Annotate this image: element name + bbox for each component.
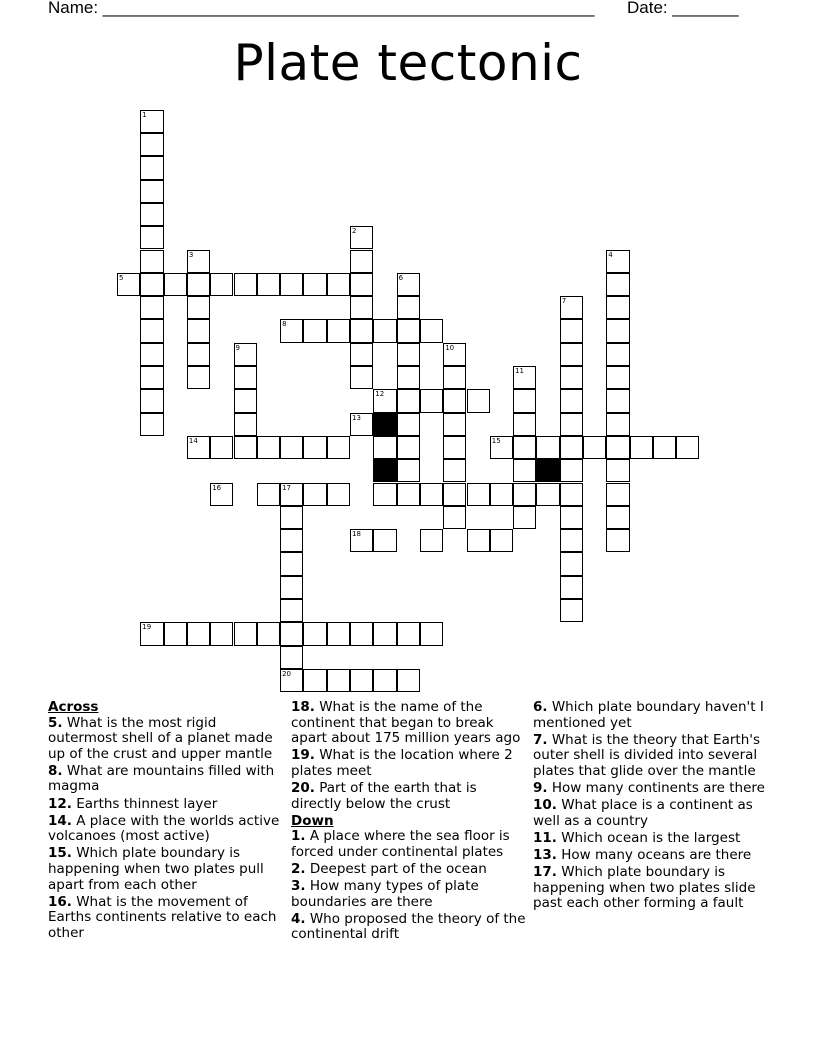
- clue-item: [48, 814, 283, 845]
- down-heading: Down: [291, 812, 334, 829]
- crossword-cell[interactable]: [397, 436, 420, 459]
- crossword-cell[interactable]: [397, 389, 420, 412]
- crossword-cell[interactable]: [606, 273, 629, 296]
- clue-number-label: 8.: [48, 762, 63, 779]
- clue-number: 17: [282, 483, 292, 492]
- crossword-cell[interactable]: [350, 296, 373, 319]
- crossword-cell[interactable]: [560, 483, 583, 506]
- clue-text: Who proposed the theory of the continental drift: [291, 910, 526, 943]
- crossword-cell[interactable]: [443, 343, 466, 366]
- clue-item: [48, 846, 283, 893]
- crossword-cell[interactable]: [467, 529, 490, 552]
- crossword-cell[interactable]: [234, 436, 257, 459]
- clue-number-label: 14.: [48, 812, 72, 829]
- crossword-cell[interactable]: [140, 389, 163, 412]
- crossword-cell[interactable]: [140, 296, 163, 319]
- clue-text: Which plate boundary is happening when two plates pull apart from each other: [48, 845, 264, 893]
- crossword-cell[interactable]: [583, 436, 606, 459]
- clue-text: A place with the worlds active volcanoes (most active): [48, 812, 280, 845]
- black-cell: [536, 459, 559, 482]
- crossword-cell[interactable]: [280, 552, 303, 575]
- clue-number: 5: [119, 273, 124, 282]
- clue-number-label: 13.: [533, 846, 557, 863]
- clue-number: 9: [235, 343, 240, 352]
- crossword-cell[interactable]: [606, 413, 629, 436]
- crossword-cell[interactable]: [350, 669, 373, 692]
- clue-number-label: 9.: [533, 779, 548, 796]
- clue-number-label: 12.: [48, 795, 72, 812]
- crossword-cell[interactable]: [560, 436, 583, 459]
- clue-text: A place where the sea floor is forced under continental plates: [291, 828, 510, 860]
- crossword-cell[interactable]: [606, 250, 629, 273]
- crossword-cell[interactable]: [397, 413, 420, 436]
- clue-item: [533, 733, 773, 780]
- name-field-label: Name: ____________________________________________________: [48, 0, 595, 17]
- clue-number: 11: [515, 367, 525, 375]
- crossword-cell[interactable]: [397, 459, 420, 482]
- crossword-cell[interactable]: [210, 436, 233, 459]
- crossword-cell[interactable]: [140, 180, 163, 203]
- across-clue-list-continued: [291, 700, 527, 812]
- clue-number-label: 2.: [291, 860, 306, 877]
- crossword-cell[interactable]: [560, 459, 583, 482]
- crossword-cell[interactable]: [373, 319, 396, 342]
- crossword-cell[interactable]: [280, 646, 303, 669]
- clue-item: [291, 700, 527, 747]
- down-clue-list-continued: [533, 700, 773, 912]
- crossword-cell[interactable]: [373, 669, 396, 692]
- crossword-cell[interactable]: [373, 436, 396, 459]
- crossword-cell[interactable]: [140, 203, 163, 226]
- crossword-cell[interactable]: [187, 296, 210, 319]
- crossword-cell[interactable]: [303, 273, 326, 296]
- crossword-cell[interactable]: [140, 273, 163, 296]
- crossword-cell[interactable]: [187, 250, 210, 273]
- crossword-cell[interactable]: [536, 436, 559, 459]
- crossword-cell[interactable]: [257, 436, 280, 459]
- crossword-cell[interactable]: [280, 669, 303, 692]
- clue-text: What place is a continent as well as a country: [533, 797, 753, 829]
- crossword-cell[interactable]: [373, 622, 396, 645]
- date-field-label: Date: _______: [627, 0, 739, 17]
- crossword-cell[interactable]: [350, 366, 373, 389]
- crossword-cell[interactable]: [513, 506, 536, 529]
- crossword-cell[interactable]: [606, 436, 629, 459]
- crossword-cell[interactable]: [210, 483, 233, 506]
- crossword-cell[interactable]: [560, 389, 583, 412]
- crossword-cell[interactable]: [606, 366, 629, 389]
- crossword-cell[interactable]: [164, 273, 187, 296]
- clue-number: 1: [142, 110, 147, 119]
- crossword-cell[interactable]: [513, 366, 536, 389]
- clue-number-label: 16.: [48, 893, 72, 910]
- crossword-cell[interactable]: [560, 599, 583, 622]
- crossword-cell[interactable]: [560, 366, 583, 389]
- crossword-cell[interactable]: [397, 319, 420, 342]
- crossword-cell[interactable]: [676, 436, 699, 459]
- clue-number: 16: [212, 483, 222, 492]
- down-clue-list: [291, 829, 527, 943]
- clue-item: [48, 797, 283, 813]
- crossword-cell[interactable]: [350, 319, 373, 342]
- crossword-cell[interactable]: [280, 506, 303, 529]
- crossword-cell[interactable]: [327, 669, 350, 692]
- crossword-cell[interactable]: [140, 226, 163, 249]
- crossword-cell[interactable]: [234, 366, 257, 389]
- crossword-cell[interactable]: [280, 576, 303, 599]
- crossword-cell[interactable]: [560, 506, 583, 529]
- crossword-cell[interactable]: [280, 319, 303, 342]
- clue-number: 2: [352, 227, 357, 236]
- crossword-cell[interactable]: [490, 483, 513, 506]
- crossword-cell[interactable]: [280, 529, 303, 552]
- crossword-cell[interactable]: [234, 413, 257, 436]
- across-heading: Across: [48, 699, 99, 715]
- crossword-cell[interactable]: [210, 273, 233, 296]
- crossword-cell[interactable]: [257, 273, 280, 296]
- clue-number: 7: [561, 297, 567, 306]
- crossword-cell[interactable]: [350, 529, 373, 552]
- crossword-cell[interactable]: [606, 343, 629, 366]
- across-clue-list: [48, 716, 283, 942]
- clue-item: [533, 865, 773, 912]
- crossword-cell[interactable]: [420, 319, 443, 342]
- clue-text: What are mountains filled with magma: [48, 762, 275, 795]
- crossword-cell[interactable]: [350, 226, 373, 249]
- crossword-cell[interactable]: [606, 389, 629, 412]
- clue-number-label: 1.: [291, 828, 306, 845]
- clue-number-label: 7.: [533, 731, 548, 748]
- crossword-cell[interactable]: [513, 436, 536, 459]
- crossword-cell[interactable]: [513, 459, 536, 482]
- clue-number-label: 20.: [291, 779, 315, 796]
- clue-item: [533, 848, 773, 864]
- crossword-cell[interactable]: [606, 506, 629, 529]
- crossword-cell[interactable]: [117, 273, 140, 296]
- clue-number-label: 18.: [291, 699, 315, 715]
- clue-number-label: 15.: [48, 845, 72, 862]
- crossword-cell[interactable]: [280, 622, 303, 645]
- crossword-cell[interactable]: [443, 413, 466, 436]
- crossword-cell[interactable]: [373, 389, 396, 412]
- crossword-cell[interactable]: [350, 250, 373, 273]
- crossword-cell[interactable]: [606, 529, 629, 552]
- crossword-cell[interactable]: [210, 622, 233, 645]
- clue-text: Which plate boundary is happening when two plates slide past each other forming a fault: [533, 863, 756, 912]
- crossword-cell[interactable]: [303, 436, 326, 459]
- crossword-cell[interactable]: [140, 133, 163, 156]
- crossword-cell[interactable]: [560, 413, 583, 436]
- clue-item: [533, 831, 773, 847]
- crossword-cell[interactable]: [420, 483, 443, 506]
- clue-number-label: 19.: [291, 747, 315, 764]
- clues-column-2: [291, 700, 527, 944]
- clue-number: 18: [352, 530, 361, 539]
- crossword-cell[interactable]: [140, 343, 163, 366]
- clue-item: [48, 716, 283, 763]
- clue-text: Part of the earth that is directly below the crust: [291, 779, 477, 812]
- crossword-cell[interactable]: [303, 483, 326, 506]
- crossword-cell[interactable]: [420, 622, 443, 645]
- crossword-cell[interactable]: [606, 319, 629, 342]
- crossword-cell[interactable]: [513, 483, 536, 506]
- clues-column-3: [533, 700, 773, 913]
- crossword-cell[interactable]: [443, 436, 466, 459]
- crossword-cell[interactable]: [397, 296, 420, 319]
- crossword-cell[interactable]: [187, 343, 210, 366]
- clue-item: [533, 700, 773, 731]
- crossword-cell[interactable]: [443, 459, 466, 482]
- crossword-cell[interactable]: [443, 506, 466, 529]
- clue-item: [48, 764, 283, 795]
- crossword-cell[interactable]: [490, 436, 513, 459]
- clue-number: 6: [398, 273, 404, 282]
- crossword-cell[interactable]: [443, 389, 466, 412]
- crossword-cell[interactable]: [140, 366, 163, 389]
- clue-text: What is the name of the continent that began to break apart about 175 million years ago: [291, 699, 521, 747]
- black-cell: [373, 459, 396, 482]
- clue-number: 14: [188, 436, 198, 445]
- crossword-cell[interactable]: [420, 389, 443, 412]
- crossword-cell[interactable]: [560, 296, 583, 319]
- clue-number-label: 10.: [533, 797, 557, 814]
- clue-number-label: 4.: [291, 910, 306, 927]
- crossword-cell[interactable]: [490, 529, 513, 552]
- crossword-cell[interactable]: [350, 413, 373, 436]
- clue-number: 10: [445, 343, 455, 352]
- crossword-cell[interactable]: [303, 319, 326, 342]
- clue-number-label: 11.: [533, 829, 557, 846]
- clue-text: Which ocean is the largest: [556, 829, 741, 846]
- crossword-cell[interactable]: [187, 273, 210, 296]
- crossword-cell[interactable]: [653, 436, 676, 459]
- crossword-cell[interactable]: [187, 319, 210, 342]
- clue-text: How many continents are there: [547, 779, 765, 796]
- clue-number: 19: [142, 623, 152, 632]
- clue-item: [291, 879, 527, 910]
- crossword-cell[interactable]: [303, 622, 326, 645]
- crossword-cell[interactable]: [560, 576, 583, 599]
- crossword-cell[interactable]: [630, 436, 653, 459]
- clue-item: [291, 862, 527, 878]
- black-cell: [373, 413, 396, 436]
- crossword-cell[interactable]: [303, 669, 326, 692]
- crossword-cell[interactable]: [513, 389, 536, 412]
- crossword-cell[interactable]: [397, 669, 420, 692]
- crossword-cell[interactable]: [397, 366, 420, 389]
- clues-column-1: [48, 700, 283, 943]
- clue-text: How many oceans are there: [556, 846, 752, 863]
- crossword-cell[interactable]: [513, 413, 536, 436]
- clue-text: What is the most rigid outermost shell of a planet made up of the crust and upper mantle: [48, 714, 273, 762]
- crossword-cell[interactable]: [257, 622, 280, 645]
- crossword-cell[interactable]: [397, 483, 420, 506]
- crossword-cell[interactable]: [327, 273, 350, 296]
- crossword-cell[interactable]: [280, 436, 303, 459]
- crossword-cell[interactable]: [560, 319, 583, 342]
- clue-item: [291, 748, 527, 779]
- clue-number: 15: [491, 436, 501, 445]
- crossword-cell[interactable]: [280, 599, 303, 622]
- crossword-cell[interactable]: [327, 622, 350, 645]
- crossword-cell[interactable]: [327, 483, 350, 506]
- clue-text: What is the theory that Earth's outer shell is divided into several plates that glide over the mantle: [533, 731, 761, 779]
- crossword-cell[interactable]: [373, 529, 396, 552]
- crossword-cell[interactable]: [560, 343, 583, 366]
- clue-text: Which plate boundary haven't I mentioned yet: [533, 699, 764, 731]
- clue-number: 12: [375, 390, 385, 399]
- clue-number-label: 3.: [291, 878, 306, 895]
- crossword-cell[interactable]: [536, 483, 559, 506]
- crossword-cell[interactable]: [397, 343, 420, 366]
- crossword-cell[interactable]: [443, 483, 466, 506]
- crossword-cell[interactable]: [606, 459, 629, 482]
- crossword-cell[interactable]: [234, 389, 257, 412]
- clue-item: [291, 912, 527, 943]
- crossword-cell[interactable]: [140, 156, 163, 179]
- crossword-cell[interactable]: [327, 319, 350, 342]
- crossword-cell[interactable]: [420, 529, 443, 552]
- clue-number: 13: [352, 413, 361, 422]
- crossword-cell[interactable]: [350, 622, 373, 645]
- clue-number: 8: [282, 320, 287, 329]
- crossword-cell[interactable]: [350, 343, 373, 366]
- clue-number: 3: [188, 250, 194, 259]
- clue-number-label: 6.: [533, 699, 548, 715]
- crossword-cell[interactable]: [140, 110, 163, 133]
- crossword-cell[interactable]: [280, 483, 303, 506]
- clue-item: [48, 895, 283, 942]
- crossword-cell[interactable]: [187, 622, 210, 645]
- page-title: Plate tectonic: [233, 34, 583, 92]
- crossword-cell[interactable]: [397, 622, 420, 645]
- crossword-cell[interactable]: [397, 273, 420, 296]
- crossword-cell[interactable]: [373, 483, 396, 506]
- crossword-cell[interactable]: [234, 622, 257, 645]
- crossword-cell[interactable]: [443, 366, 466, 389]
- crossword-cell[interactable]: [140, 250, 163, 273]
- crossword-cell[interactable]: [140, 413, 163, 436]
- clue-item: [533, 798, 773, 829]
- crossword-cell[interactable]: [560, 552, 583, 575]
- crossword-cell[interactable]: [467, 389, 490, 412]
- clue-number: 20: [282, 669, 292, 678]
- clue-text: Earths thinnest layer: [71, 795, 218, 812]
- clue-number: 4: [608, 250, 613, 259]
- crossword-cell[interactable]: [140, 622, 163, 645]
- crossword-cell[interactable]: [257, 483, 280, 506]
- clue-item: [291, 781, 527, 812]
- clue-text: What is the location where 2 plates meet: [291, 747, 513, 779]
- crossword-cell[interactable]: [560, 529, 583, 552]
- crossword-cell[interactable]: [187, 436, 210, 459]
- crossword-cell[interactable]: [140, 319, 163, 342]
- crossword-cell[interactable]: [234, 273, 257, 296]
- crossword-cell[interactable]: [164, 622, 187, 645]
- clue-text: Deepest part of the ocean: [305, 860, 487, 877]
- crossword-cell[interactable]: [467, 483, 490, 506]
- crossword-cell[interactable]: [606, 483, 629, 506]
- clue-text: How many types of plate boundaries are there: [291, 878, 479, 910]
- clue-number-label: 5.: [48, 714, 63, 731]
- crossword-cell[interactable]: [606, 296, 629, 319]
- crossword-cell[interactable]: [350, 273, 373, 296]
- clue-text: What is the movement of Earths continents relative to each other: [48, 893, 277, 941]
- crossword-cell[interactable]: [327, 436, 350, 459]
- clue-number-label: 17.: [533, 863, 557, 880]
- crossword-cell[interactable]: [234, 343, 257, 366]
- clue-item: [291, 829, 527, 860]
- clue-item: [533, 781, 773, 797]
- crossword-cell[interactable]: [280, 273, 303, 296]
- crossword-cell[interactable]: [187, 366, 210, 389]
